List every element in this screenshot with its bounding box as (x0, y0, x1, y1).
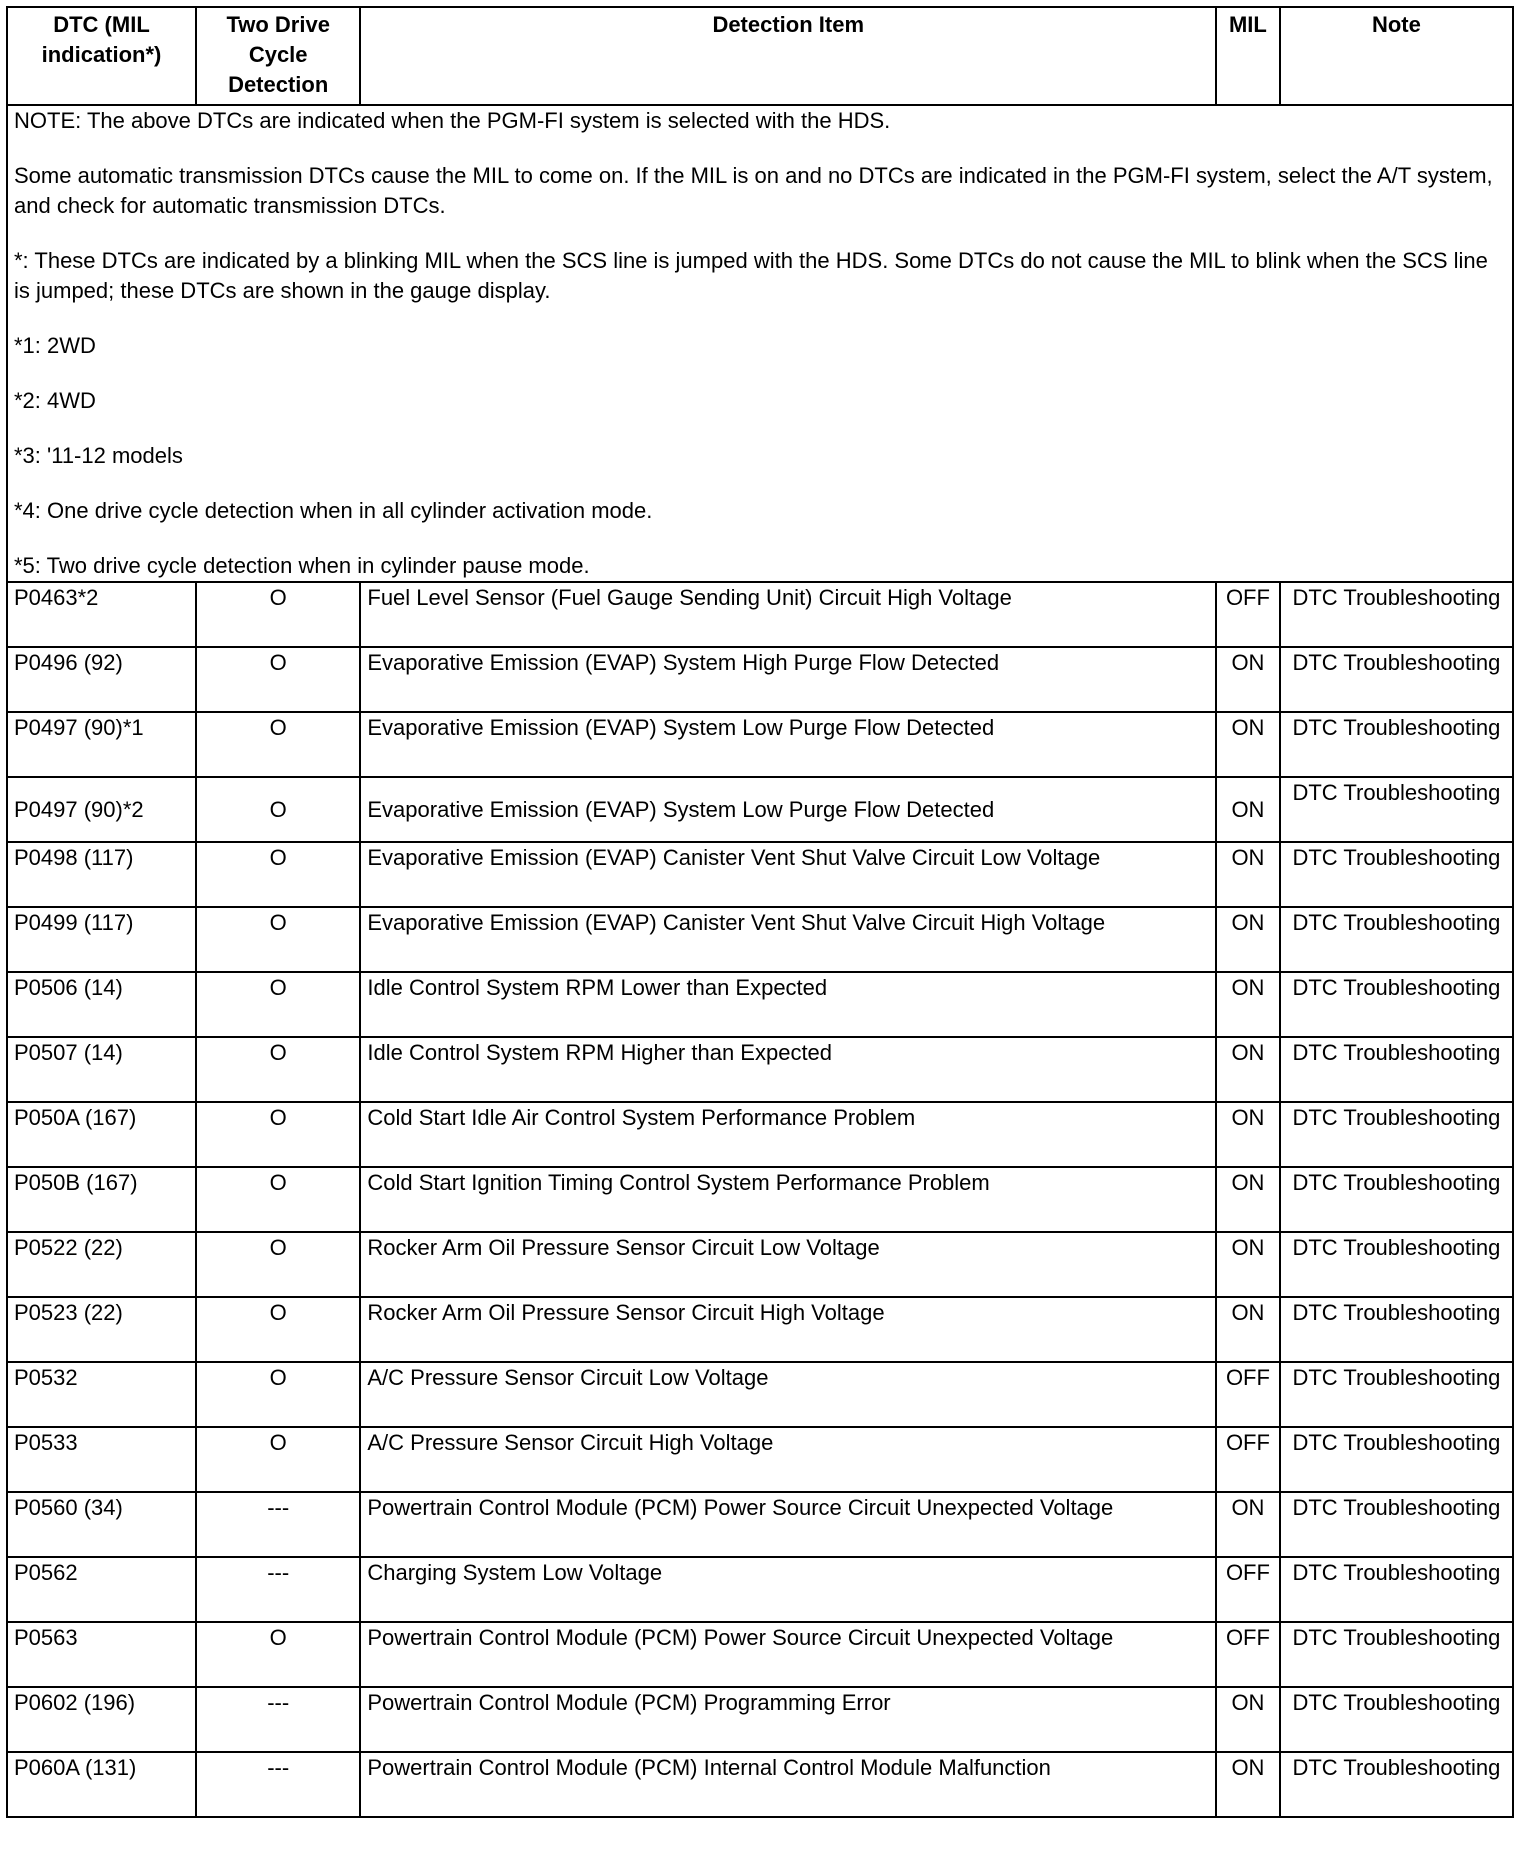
note-cell: DTC Troubleshooting (1280, 647, 1513, 712)
note-cell: DTC Troubleshooting (1280, 1427, 1513, 1492)
two-drive-cell: O (196, 1037, 360, 1102)
table-row (7, 972, 1513, 1037)
note-cell: DTC Troubleshooting (1280, 1232, 1513, 1297)
table-row (7, 1752, 1513, 1817)
dtc-code-cell: P0497 (90)*1 (7, 712, 196, 777)
detection-item-cell: Idle Control System RPM Lower than Expected (360, 972, 1216, 1037)
two-drive-cell: O (196, 1622, 360, 1687)
mil-cell: ON (1216, 647, 1280, 712)
note-cell: DTC Troubleshooting (1280, 1037, 1513, 1102)
header-two-drive: Two Drive Cycle Detection (196, 7, 360, 105)
detection-item-cell: Powertrain Control Module (PCM) Programming Error (360, 1687, 1216, 1752)
dtc-code-cell: P0562 (7, 1557, 196, 1622)
mil-cell: ON (1216, 1492, 1280, 1557)
mil-cell: ON (1216, 712, 1280, 777)
header-note: Note (1280, 7, 1513, 105)
detection-item-cell: Fuel Level Sensor (Fuel Gauge Sending Unit) Circuit High Voltage (360, 582, 1216, 647)
notes-row (7, 105, 1513, 582)
note-2: Some automatic transmission DTCs cause the MIL to come on. If the MIL is on and no DTCs are indicated in the PGM-FI system, select the A/T system, and check for automatic transmission DTCs. (14, 163, 1493, 218)
note-7: *4: One drive cycle detection when in all cylinder activation mode. (14, 498, 653, 523)
note-4: *1: 2WD (14, 333, 96, 358)
table-row (7, 777, 1513, 842)
two-drive-cell: --- (196, 1687, 360, 1752)
detection-item-cell: Evaporative Emission (EVAP) System Low Purge Flow Detected (360, 777, 1216, 842)
dtc-code-cell: P0533 (7, 1427, 196, 1492)
two-drive-cell: --- (196, 1557, 360, 1622)
mil-cell: OFF (1216, 1622, 1280, 1687)
two-drive-cell: O (196, 972, 360, 1037)
mil-cell: ON (1216, 1687, 1280, 1752)
detection-item-cell: Powertrain Control Module (PCM) Power Source Circuit Unexpected Voltage (360, 1492, 1216, 1557)
header-row (7, 7, 1513, 105)
note-6: *3: '11-12 models (14, 443, 183, 468)
header-detection-item: Detection Item (360, 7, 1216, 105)
note-cell: DTC Troubleshooting (1280, 1492, 1513, 1557)
detection-item-cell: Cold Start Idle Air Control System Performance Problem (360, 1102, 1216, 1167)
table-row (7, 1297, 1513, 1362)
mil-cell: ON (1216, 1232, 1280, 1297)
two-drive-cell: O (196, 582, 360, 647)
detection-item-cell: Rocker Arm Oil Pressure Sensor Circuit Low Voltage (360, 1232, 1216, 1297)
mil-cell: ON (1216, 1752, 1280, 1817)
table-row (7, 1492, 1513, 1557)
detection-item-cell: Rocker Arm Oil Pressure Sensor Circuit High Voltage (360, 1297, 1216, 1362)
dtc-code-cell: P060A (131) (7, 1752, 196, 1817)
detection-item-cell: Evaporative Emission (EVAP) System Low Purge Flow Detected (360, 712, 1216, 777)
two-drive-cell: O (196, 1297, 360, 1362)
table-row (7, 1557, 1513, 1622)
two-drive-cell: O (196, 842, 360, 907)
dtc-table-page (6, 6, 1514, 1818)
dtc-code-cell: P0602 (196) (7, 1687, 196, 1752)
note-1: NOTE: The above DTCs are indicated when the PGM-FI system is selected with the HDS. (14, 108, 891, 133)
note-cell: DTC Troubleshooting (1280, 907, 1513, 972)
dtc-code-cell: P050B (167) (7, 1167, 196, 1232)
dtc-code-cell: P0560 (34) (7, 1492, 196, 1557)
note-cell: DTC Troubleshooting (1280, 1752, 1513, 1817)
mil-cell: OFF (1216, 582, 1280, 647)
table-row (7, 582, 1513, 647)
detection-item-cell: A/C Pressure Sensor Circuit Low Voltage (360, 1362, 1216, 1427)
table-row (7, 1362, 1513, 1427)
header-dtc: DTC (MIL indication*) (7, 7, 196, 105)
table-row (7, 1037, 1513, 1102)
table-row (7, 712, 1513, 777)
two-drive-cell: O (196, 712, 360, 777)
note-cell: DTC Troubleshooting (1280, 582, 1513, 647)
table-row (7, 1102, 1513, 1167)
table-row (7, 1622, 1513, 1687)
dtc-code-cell: P0507 (14) (7, 1037, 196, 1102)
dtc-code-cell: P0532 (7, 1362, 196, 1427)
table-row (7, 907, 1513, 972)
detection-item-cell: Cold Start Ignition Timing Control System Performance Problem (360, 1167, 1216, 1232)
two-drive-cell: O (196, 1167, 360, 1232)
table-row (7, 842, 1513, 907)
table-row (7, 1427, 1513, 1492)
dtc-code-cell: P0506 (14) (7, 972, 196, 1037)
notes-cell (7, 105, 1513, 582)
detection-item-cell: A/C Pressure Sensor Circuit High Voltage (360, 1427, 1216, 1492)
mil-cell: ON (1216, 1167, 1280, 1232)
note-cell: DTC Troubleshooting (1280, 1297, 1513, 1362)
note-cell: DTC Troubleshooting (1280, 1102, 1513, 1167)
two-drive-cell: O (196, 1427, 360, 1492)
mil-cell: OFF (1216, 1557, 1280, 1622)
note-cell: DTC Troubleshooting (1280, 842, 1513, 907)
detection-item-cell: Evaporative Emission (EVAP) System High Purge Flow Detected (360, 647, 1216, 712)
two-drive-cell: O (196, 777, 360, 842)
two-drive-cell: O (196, 1232, 360, 1297)
dtc-code-cell: P050A (167) (7, 1102, 196, 1167)
detection-item-cell: Powertrain Control Module (PCM) Internal Control Module Malfunction (360, 1752, 1216, 1817)
mil-cell: ON (1216, 1297, 1280, 1362)
mil-cell: ON (1216, 777, 1280, 842)
note-cell: DTC Troubleshooting (1280, 712, 1513, 777)
header-mil: MIL (1216, 7, 1280, 105)
note-cell: DTC Troubleshooting (1280, 777, 1513, 842)
dtc-code-cell: P0498 (117) (7, 842, 196, 907)
note-cell: DTC Troubleshooting (1280, 1557, 1513, 1622)
mil-cell: ON (1216, 907, 1280, 972)
mil-cell: OFF (1216, 1427, 1280, 1492)
note-cell: DTC Troubleshooting (1280, 1167, 1513, 1232)
dtc-code-cell: P0563 (7, 1622, 196, 1687)
two-drive-cell: O (196, 1102, 360, 1167)
dtc-code-cell: P0496 (92) (7, 647, 196, 712)
note-8: *5: Two drive cycle detection when in cylinder pause mode. (14, 553, 590, 578)
note-3: *: These DTCs are indicated by a blinking MIL when the SCS line is jumped with the HDS. Some DTCs do not cause the MIL to blink when the SCS line is jumped; these DTCs are shown in the gauge display. (14, 248, 1488, 303)
two-drive-cell: --- (196, 1752, 360, 1817)
dtc-code-cell: P0463*2 (7, 582, 196, 647)
mil-cell: ON (1216, 1102, 1280, 1167)
note-cell: DTC Troubleshooting (1280, 1622, 1513, 1687)
table-row (7, 1167, 1513, 1232)
detection-item-cell: Evaporative Emission (EVAP) Canister Vent Shut Valve Circuit High Voltage (360, 907, 1216, 972)
two-drive-cell: O (196, 1362, 360, 1427)
dtc-table (6, 6, 1514, 1818)
detection-item-cell: Powertrain Control Module (PCM) Power Source Circuit Unexpected Voltage (360, 1622, 1216, 1687)
mil-cell: ON (1216, 972, 1280, 1037)
two-drive-cell: O (196, 647, 360, 712)
detection-item-cell: Idle Control System RPM Higher than Expected (360, 1037, 1216, 1102)
table-row (7, 1232, 1513, 1297)
two-drive-cell: O (196, 907, 360, 972)
dtc-code-cell: P0523 (22) (7, 1297, 196, 1362)
dtc-code-cell: P0522 (22) (7, 1232, 196, 1297)
detection-item-cell: Evaporative Emission (EVAP) Canister Vent Shut Valve Circuit Low Voltage (360, 842, 1216, 907)
mil-cell: OFF (1216, 1362, 1280, 1427)
note-cell: DTC Troubleshooting (1280, 972, 1513, 1037)
dtc-code-cell: P0499 (117) (7, 907, 196, 972)
note-5: *2: 4WD (14, 388, 96, 413)
detection-item-cell: Charging System Low Voltage (360, 1557, 1216, 1622)
table-row (7, 647, 1513, 712)
table-row (7, 1687, 1513, 1752)
note-cell: DTC Troubleshooting (1280, 1687, 1513, 1752)
two-drive-cell: --- (196, 1492, 360, 1557)
mil-cell: ON (1216, 842, 1280, 907)
mil-cell: ON (1216, 1037, 1280, 1102)
dtc-code-cell: P0497 (90)*2 (7, 777, 196, 842)
note-cell: DTC Troubleshooting (1280, 1362, 1513, 1427)
